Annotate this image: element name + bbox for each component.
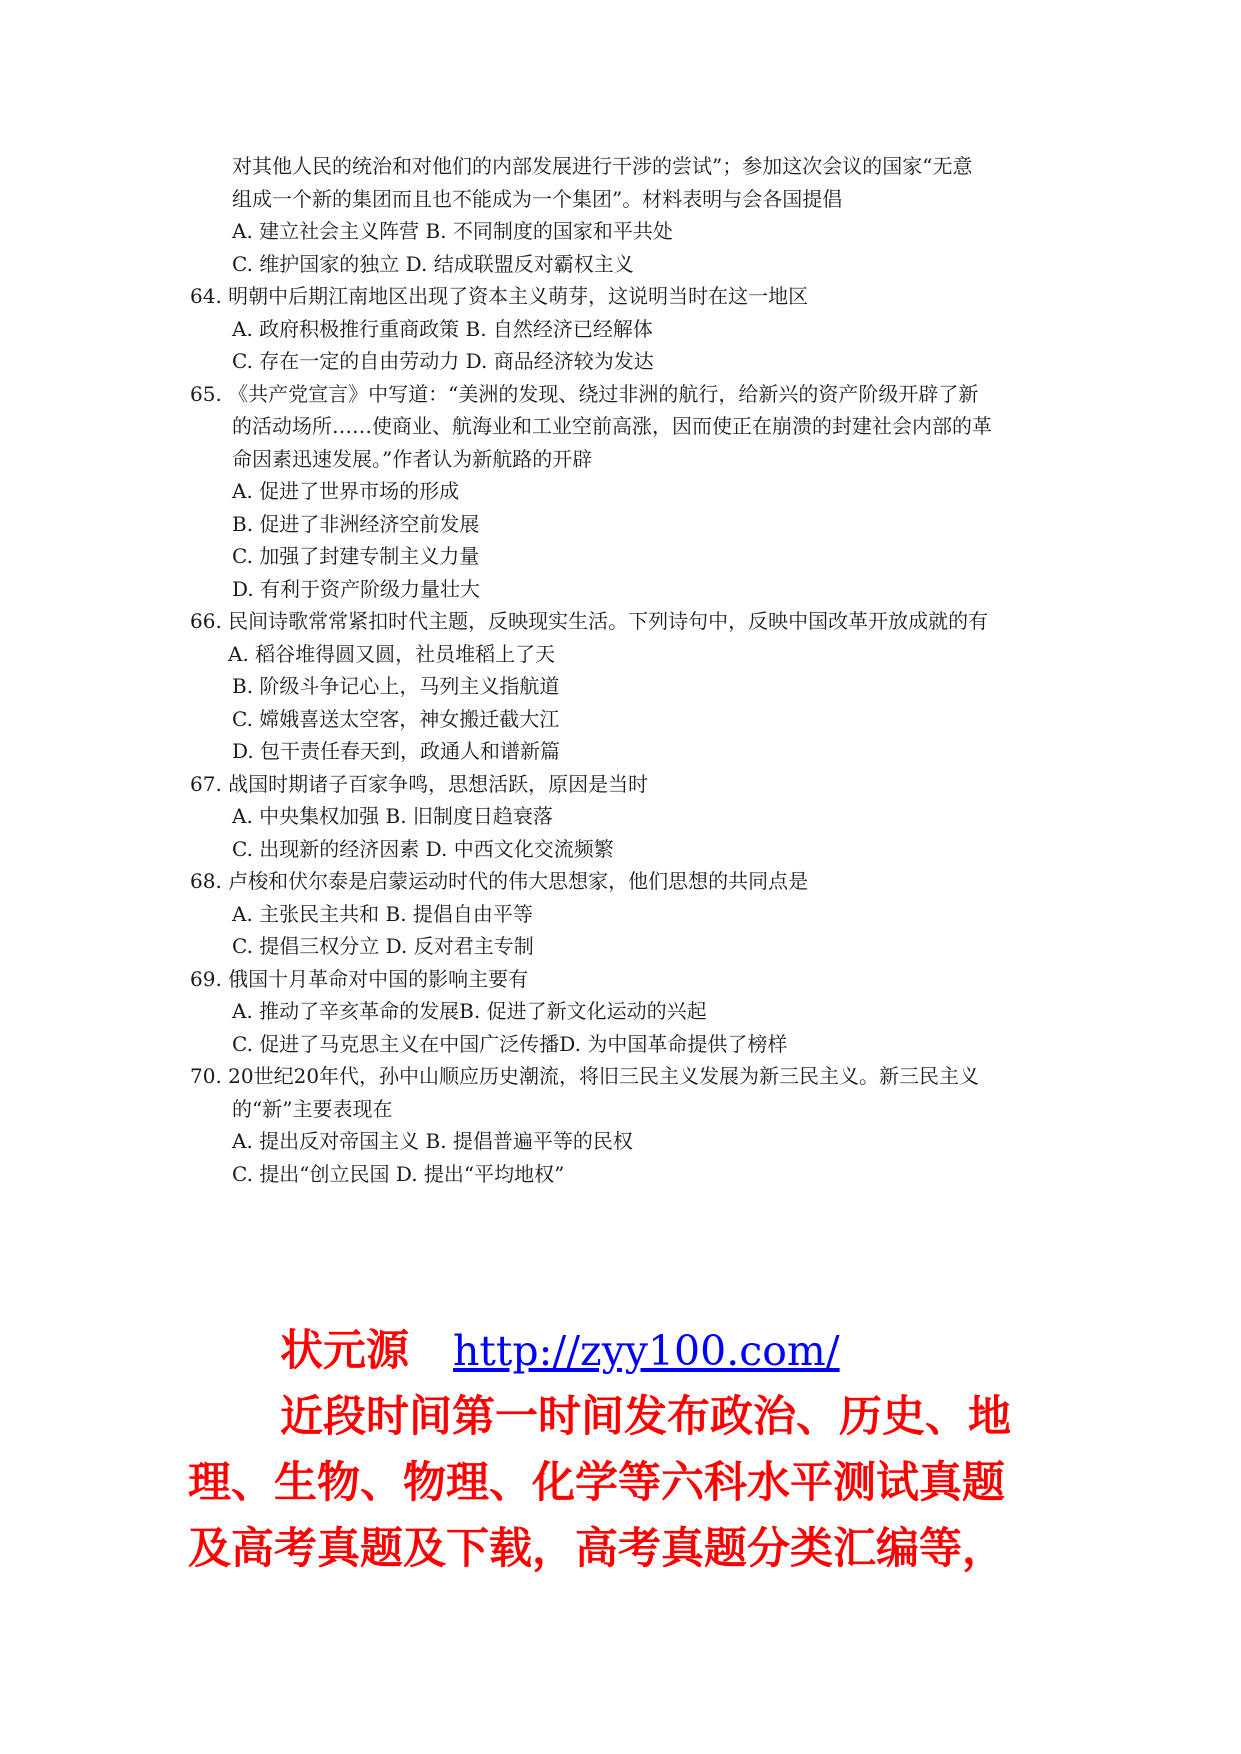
q67-options-ab: A. 中央集权加强 B. 旧制度日趋衰落 [232,804,553,828]
q68-options-cd: C. 提倡三权分立 D. 反对君主专制 [232,934,534,958]
q66-stem: 66. 民间诗歌常常紧扣时代主题，反映现实生活。下列诗句中，反映中国改革开放成就的有 [190,609,989,633]
promo-block [188,1318,1088,1582]
q70-options-ab: A. 提出反对帝国主义 B. 提倡普遍平等的民权 [232,1129,633,1153]
q66-option-b: B. 阶级斗争记心上，马列主义指航道 [232,674,560,698]
promo-brand: 状元源 [280,1326,409,1376]
q64-stem: 64. 明朝中后期江南地区出现了资本主义萌芽，这说明当时在这一地区 [190,284,809,308]
q65-stem-line-3: 命因素迅速发展。”作者认为新航路的开辟 [232,446,593,471]
promo-line-2: 理、生物、物理、化学等六科水平测试真题 [188,1458,1005,1508]
q69-stem: 69. 俄国十月革命对中国的影响主要有 [190,966,529,991]
q65-option-a: A. 促进了世界市场的形成 [232,479,460,503]
q69-options-ab: A. 推动了辛亥革命的发展B. 促进了新文化运动的兴起 [232,999,707,1023]
q65-stem-line-1: 65. 《共产党宣言》中写道：“美洲的发现、绕过非洲的航行，给新兴的资产阶级开辟了新 [190,381,979,406]
q64-options-ab: A. 政府积极推行重商政策 B. 自然经济已经解体 [232,316,653,341]
q66-option-a: A. 稻谷堆得圆又圆，社员堆稻上了天 [228,641,556,666]
q70-stem-line-2: 的“新”主要表现在 [232,1096,393,1121]
q67-options-cd: C. 出现新的经济因素 D. 中西文化交流频繁 [232,836,614,861]
q67-stem: 67. 战国时期诸子百家争鸣，思想活跃，原因是当时 [190,771,649,796]
promo-line-3: 及高考真题及下载，高考真题分类汇编等， [188,1524,1005,1574]
q68-options-ab: A. 主张民主共和 B. 提倡自由平等 [232,901,533,926]
q66-option-c: C. 嫦娥喜送太空客，神女搬迁截大江 [232,706,560,731]
q65-stem-line-2: 的活动场所……使商业、航海业和工业空前高涨，因而使正在崩溃的封建社会内部的革 [232,414,992,438]
q63-text-line-2: 组成一个新的集团而且也不能成为一个集团”。材料表明与会各国提倡 [232,186,843,211]
q63-options-cd: C. 维护国家的独立 D. 结成联盟反对霸权主义 [232,251,634,276]
q70-stem-line-1: 70. 20世纪20年代，孙中山顺应历史潮流，将旧三民主义发展为新三民主义。新三民主义 [190,1064,980,1088]
q66-option-d: D. 包干责任春天到，政通人和谱新篇 [232,739,561,763]
q69-options-cd: C. 促进了马克思主义在中国广泛传播D. 为中国革命提供了榜样 [232,1031,788,1056]
q64-options-cd: C. 存在一定的自由劳动力 D. 商品经济较为发达 [232,349,654,373]
promo-link[interactable]: http://zyy100.com/ [453,1327,840,1375]
q70-options-cd: C. 提出“创立民国 D. 提出“平均地权” [232,1161,565,1186]
q68-stem: 68. 卢梭和伏尔泰是启蒙运动时代的伟大思想家，他们思想的共同点是 [190,869,809,893]
q63-options-ab: A. 建立社会主义阵营 B. 不同制度的国家和平共处 [232,219,673,243]
question-list [190,150,1070,1190]
q65-option-c: C. 加强了封建专制主义力量 [232,544,480,568]
q63-text-line-1: 对其他人民的统治和对他们的内部发展进行干涉的尝试”；参加这次会议的国家“无意 [232,154,973,178]
q65-option-d: D. 有利于资产阶级力量壮大 [232,576,481,601]
promo-line-1: 近段时间第一时间发布政治、历史、地 [280,1392,1011,1442]
q65-option-b: B. 促进了非洲经济空前发展 [232,511,480,536]
promo-brand-line [188,1318,1088,1384]
